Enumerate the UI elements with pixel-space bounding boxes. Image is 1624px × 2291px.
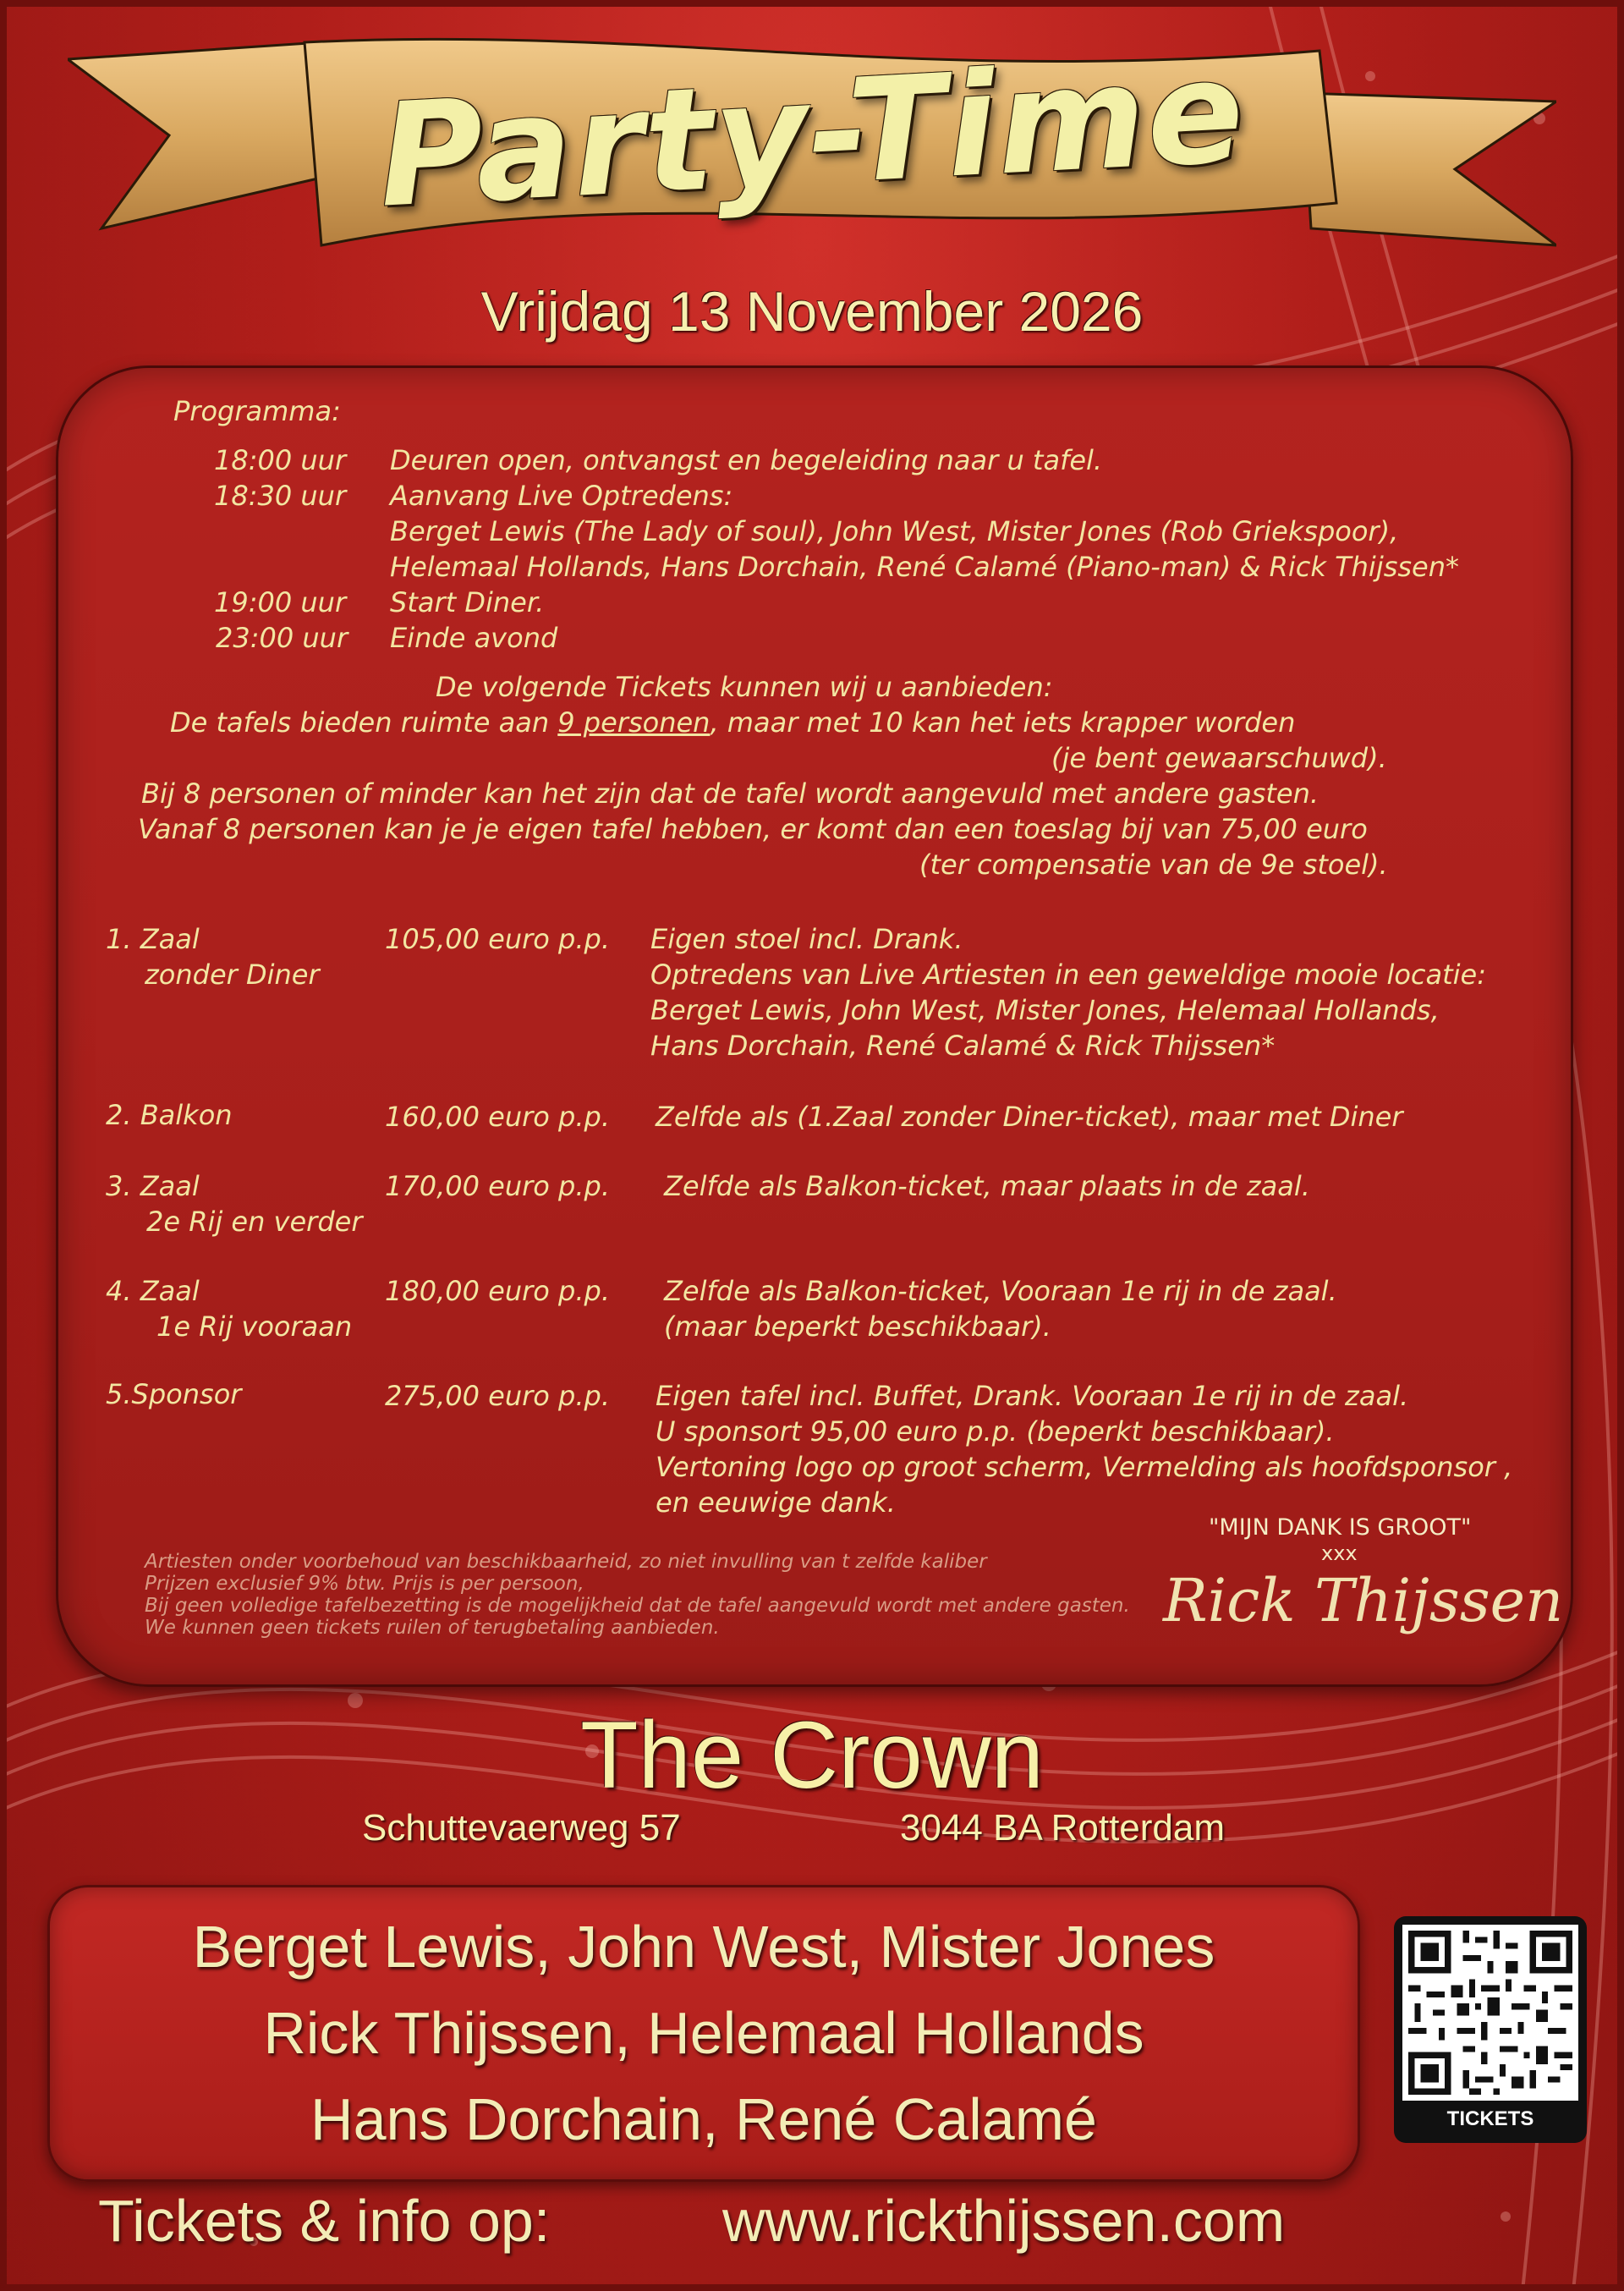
program-text: Helemaal Hollands, Hans Dorchain, René Calamé (Piano-man) & Rick Thijssen* [390,551,1460,583]
signature: Rick Thijssen [1163,1566,1564,1635]
tickets-intro-line: De tafels bieden ruimte aan 9 personen, maar met 10 kan het iets krapper worden [170,706,1296,739]
program-text: Aanvang Live Optredens: [390,480,733,512]
ticket-name: 5.Sponsor [106,1378,242,1410]
programma-heading: Programma: [173,395,341,427]
footer-label: Tickets & info op: [98,2188,551,2254]
tickets-intro-line: Bij 8 personen of minder kan het zijn dat de tafel wordt aangevuld met andere gasten. [141,777,1320,810]
ticket-desc: Hans Dorchain, René Calamé & Rick Thijssen* [650,1030,1276,1062]
program-panel [56,365,1573,1687]
tickets-intro-line: (ter compensatie van de 9e stoel). [919,849,1388,881]
tickets-intro-line: (je bent gewaarschuwd). [1051,742,1387,774]
ticket-price: 170,00 euro p.p. [385,1170,610,1202]
ticket-desc: Eigen tafel incl. Buffet, Drank. Vooraan 1e rij in de zaal. [656,1380,1409,1412]
ticket-name: 2e Rij en verder [146,1206,363,1238]
artists-line: Hans Dorchain, René Calamé [310,2086,1097,2152]
program-text: Einde avond [390,622,558,654]
ticket-desc: U sponsort 95,00 euro p.p. (beperkt beschikbaar). [656,1415,1335,1448]
qr-code-image [1402,1925,1578,2101]
ticket-name: zonder Diner [145,959,320,991]
disclaimer-line: Bij geen volledige tafelbezetting is de mogelijkheid dat de tafel aangevuld wordt met andere gasten. [145,1595,1130,1617]
venue-street: Schuttevaerweg 57 [362,1807,681,1849]
disclaimer-line: We kunnen geen tickets ruilen of terugbetaling aanbieden. [145,1617,720,1639]
ticket-desc: Optredens van Live Artiesten in een geweldige mooie locatie: [650,959,1487,991]
program-text: Start Diner. [390,586,545,618]
event-title: Party-Time [375,28,1249,239]
artists-line: Berget Lewis, John West, Mister Jones [192,1914,1215,1980]
venue-name: The Crown [580,1702,1044,1808]
disclaimer-line: Prijzen exclusief 9% btw. Prijs is per persoon, [145,1573,584,1595]
ticket-desc: Vertoning logo op groot scherm, Vermelding als hoofdsponsor , [656,1451,1513,1483]
tickets-heading: De volgende Tickets kunnen wij u aanbieden: [436,671,1053,703]
ticket-desc: Zelfde als Balkon-ticket, maar plaats in de zaal. [664,1170,1310,1202]
thanks-quote: "MIJN DANK IS GROOT" [1209,1514,1472,1541]
ticket-desc: Eigen stoel incl. Drank. [650,923,963,955]
ticket-price: 105,00 euro p.p. [385,923,610,955]
program-time: 23:00 uur [216,622,348,654]
program-text: Deuren open, ontvangst en begeleiding naar u tafel. [390,444,1103,476]
ticket-price: 160,00 euro p.p. [385,1101,610,1133]
ticket-desc: Zelfde als Balkon-ticket, Vooraan 1e rij in de zaal. [664,1275,1337,1307]
program-time: 18:30 uur [214,480,347,512]
tickets-intro-line: Vanaf 8 personen kan je je eigen tafel hebben, er komt dan een toeslag bij van 75,00 euro [138,813,1368,845]
thanks-xxx: xxx [1321,1541,1358,1565]
ticket-desc: Zelfde als (1.Zaal zonder Diner-ticket), maar met Diner [656,1101,1403,1133]
ticket-name: 1e Rij vooraan [156,1310,353,1343]
tickets-qr-code[interactable] [1394,1916,1587,2143]
ticket-name: 1. Zaal [106,923,200,955]
ticket-name: 3. Zaal [106,1170,200,1202]
program-time: 18:00 uur [214,444,347,476]
ticket-desc: Berget Lewis, John West, Mister Jones, Helemaal Hollands, [650,994,1440,1026]
artists-line: Rick Thijssen, Helemaal Hollands [263,2000,1144,2066]
ticket-price: 275,00 euro p.p. [385,1380,610,1412]
event-date: Vrijdag 13 November 2026 [480,280,1144,343]
program-time: 19:00 uur [214,586,347,618]
qr-label: TICKETS [1446,2107,1534,2130]
ticket-desc: (maar beperkt beschikbaar). [664,1310,1051,1343]
ticket-name: 4. Zaal [106,1275,200,1307]
artists-box [47,1885,1360,2182]
website-link[interactable]: www.rickthijssen.com [722,2188,1286,2254]
program-text: Berget Lewis (The Lady of soul), John West, Mister Jones (Rob Griekspoor), [390,515,1399,547]
venue-city: 3044 BA Rotterdam [900,1807,1226,1849]
ticket-price: 180,00 euro p.p. [385,1275,610,1307]
disclaimer-line: Artiesten onder voorbehoud van beschikbaarheid, zo niet invulling van t zelfde kaliber [145,1551,987,1573]
ticket-name: 2. Balkon [106,1099,233,1131]
ticket-desc: en eeuwige dank. [656,1486,896,1519]
